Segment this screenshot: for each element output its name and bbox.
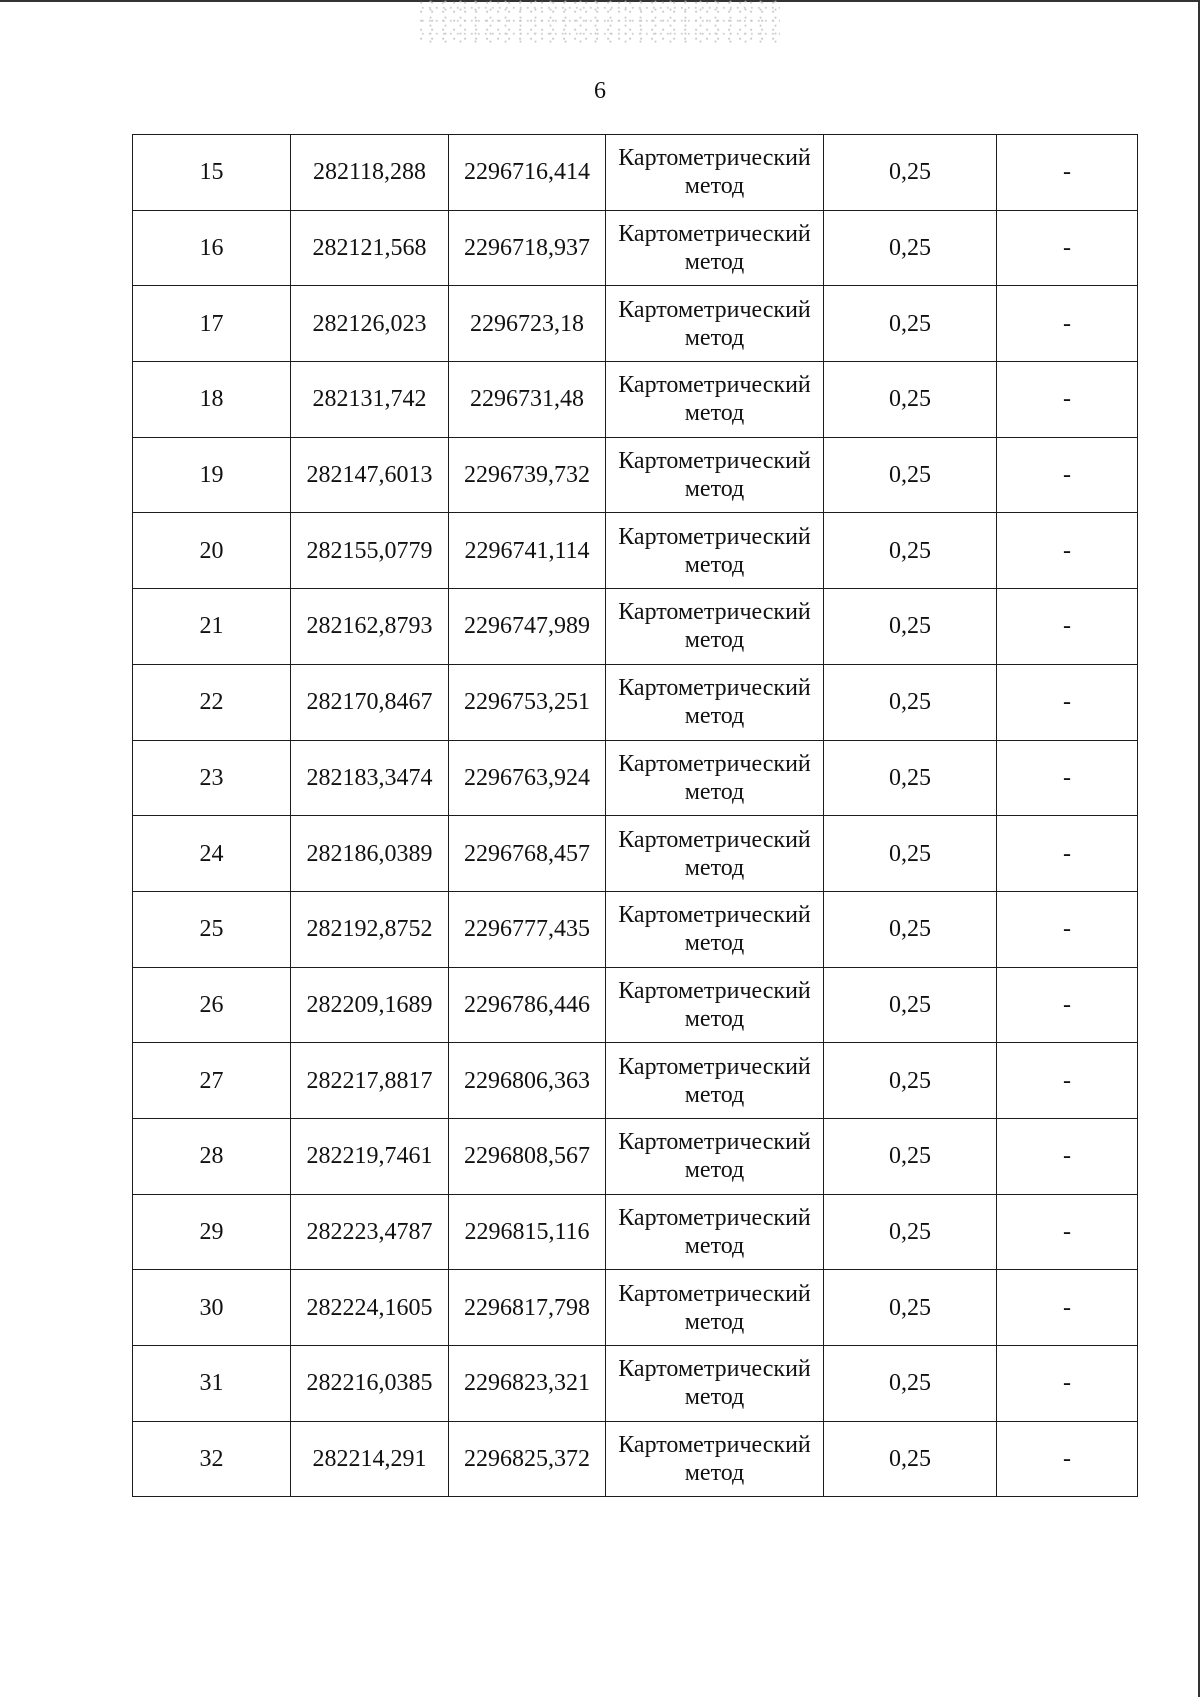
x-coordinate-cell: 282170,8467 <box>291 664 449 740</box>
accuracy-cell: 0,25 <box>824 1270 997 1346</box>
method-line-2: метод <box>684 703 745 730</box>
table-row <box>133 1270 1138 1346</box>
x-coordinate-cell: 282162,8793 <box>291 589 449 665</box>
note-cell: - <box>997 589 1138 665</box>
y-coordinate-cell: 2296753,251 <box>449 664 606 740</box>
note-cell: - <box>997 1421 1138 1497</box>
x-coordinate-cell: 282147,6013 <box>291 437 449 513</box>
method-line-1: Картометрический <box>618 977 811 1004</box>
y-coordinate-cell: 2296825,372 <box>449 1421 606 1497</box>
method-line-2: метод <box>684 1157 745 1184</box>
method-line-2: метод <box>684 854 745 881</box>
x-coordinate-cell: 282223,4787 <box>291 1194 449 1270</box>
table-row <box>133 286 1138 362</box>
method-line-1: Картометрический <box>618 1053 811 1080</box>
y-coordinate-cell: 2296718,937 <box>449 210 606 286</box>
x-coordinate-cell: 282155,0779 <box>291 513 449 589</box>
point-number-cell: 30 <box>133 1270 291 1346</box>
note-cell: - <box>997 513 1138 589</box>
y-coordinate-cell: 2296741,114 <box>449 513 606 589</box>
note-cell: - <box>997 437 1138 513</box>
method-cell <box>606 286 824 362</box>
x-coordinate-cell: 282214,291 <box>291 1421 449 1497</box>
note-cell: - <box>997 362 1138 438</box>
point-number-cell: 19 <box>133 437 291 513</box>
table-row <box>133 740 1138 816</box>
table-row <box>133 1194 1138 1270</box>
method-line-1: Картометрический <box>618 296 811 323</box>
accuracy-cell: 0,25 <box>824 362 997 438</box>
method-cell <box>606 1270 824 1346</box>
note-cell: - <box>997 664 1138 740</box>
scan-stamp-residue <box>420 0 780 44</box>
x-coordinate-cell: 282126,023 <box>291 286 449 362</box>
note-cell: - <box>997 1194 1138 1270</box>
y-coordinate-cell: 2296815,116 <box>449 1194 606 1270</box>
method-cell <box>606 1043 824 1119</box>
method-line-1: Картометрический <box>618 599 811 626</box>
table-row <box>133 967 1138 1043</box>
point-number-cell: 26 <box>133 967 291 1043</box>
point-number-cell: 29 <box>133 1194 291 1270</box>
method-line-1: Картометрический <box>618 1129 811 1156</box>
method-cell <box>606 437 824 513</box>
y-coordinate-cell: 2296768,457 <box>449 816 606 892</box>
y-coordinate-cell: 2296823,321 <box>449 1346 606 1422</box>
method-line-1: Картометрический <box>618 1204 811 1231</box>
x-coordinate-cell: 282217,8817 <box>291 1043 449 1119</box>
method-cell <box>606 210 824 286</box>
y-coordinate-cell: 2296716,414 <box>449 135 606 211</box>
table-row <box>133 210 1138 286</box>
x-coordinate-cell: 282216,0385 <box>291 1346 449 1422</box>
method-line-2: метод <box>684 1005 745 1032</box>
note-cell: - <box>997 891 1138 967</box>
y-coordinate-cell: 2296731,48 <box>449 362 606 438</box>
method-line-1: Картометрический <box>618 750 811 777</box>
accuracy-cell: 0,25 <box>824 1043 997 1119</box>
table-row <box>133 362 1138 438</box>
method-cell <box>606 513 824 589</box>
table-row <box>133 891 1138 967</box>
method-cell <box>606 891 824 967</box>
method-line-2: метод <box>684 930 745 957</box>
x-coordinate-cell: 282219,7461 <box>291 1118 449 1194</box>
method-line-2: метод <box>684 1081 745 1108</box>
note-cell: - <box>997 1118 1138 1194</box>
x-coordinate-cell: 282121,568 <box>291 210 449 286</box>
method-cell <box>606 1194 824 1270</box>
accuracy-cell: 0,25 <box>824 210 997 286</box>
accuracy-cell: 0,25 <box>824 1194 997 1270</box>
accuracy-cell: 0,25 <box>824 286 997 362</box>
method-line-1: Картометрический <box>618 448 811 475</box>
x-coordinate-cell: 282131,742 <box>291 362 449 438</box>
method-line-1: Картометрический <box>618 902 811 929</box>
accuracy-cell: 0,25 <box>824 513 997 589</box>
method-line-1: Картометрический <box>618 1280 811 1307</box>
point-number-cell: 31 <box>133 1346 291 1422</box>
method-line-1: Картометрический <box>618 221 811 248</box>
accuracy-cell: 0,25 <box>824 1346 997 1422</box>
point-number-cell: 24 <box>133 816 291 892</box>
point-number-cell: 18 <box>133 362 291 438</box>
method-line-1: Картометрический <box>618 1432 811 1459</box>
accuracy-cell: 0,25 <box>824 967 997 1043</box>
accuracy-cell: 0,25 <box>824 589 997 665</box>
point-number-cell: 20 <box>133 513 291 589</box>
method-line-2: метод <box>684 173 745 200</box>
method-line-1: Картометрический <box>618 1356 811 1383</box>
method-cell <box>606 967 824 1043</box>
point-number-cell: 28 <box>133 1118 291 1194</box>
y-coordinate-cell: 2296777,435 <box>449 891 606 967</box>
method-line-1: Картометрический <box>618 826 811 853</box>
accuracy-cell: 0,25 <box>824 664 997 740</box>
y-coordinate-cell: 2296786,446 <box>449 967 606 1043</box>
note-cell: - <box>997 1043 1138 1119</box>
method-cell <box>606 362 824 438</box>
method-line-2: метод <box>684 778 745 805</box>
note-cell: - <box>997 816 1138 892</box>
table-row <box>133 1118 1138 1194</box>
x-coordinate-cell: 282186,0389 <box>291 816 449 892</box>
method-cell <box>606 1421 824 1497</box>
point-number-cell: 23 <box>133 740 291 816</box>
method-line-2: метод <box>684 324 745 351</box>
method-line-1: Картометрический <box>618 372 811 399</box>
accuracy-cell: 0,25 <box>824 1118 997 1194</box>
method-line-1: Картометрический <box>618 523 811 550</box>
accuracy-cell: 0,25 <box>824 437 997 513</box>
accuracy-cell: 0,25 <box>824 891 997 967</box>
y-coordinate-cell: 2296739,732 <box>449 437 606 513</box>
table-row <box>133 135 1138 211</box>
method-cell <box>606 740 824 816</box>
note-cell: - <box>997 740 1138 816</box>
coordinates-table <box>132 134 1138 1497</box>
x-coordinate-cell: 282118,288 <box>291 135 449 211</box>
y-coordinate-cell: 2296723,18 <box>449 286 606 362</box>
note-cell: - <box>997 967 1138 1043</box>
method-line-2: метод <box>684 551 745 578</box>
table-row <box>133 664 1138 740</box>
x-coordinate-cell: 282209,1689 <box>291 967 449 1043</box>
point-number-cell: 16 <box>133 210 291 286</box>
method-line-2: метод <box>684 1460 745 1487</box>
method-line-2: метод <box>684 627 745 654</box>
method-line-2: метод <box>684 476 745 503</box>
coordinates-table-body <box>133 135 1138 1497</box>
y-coordinate-cell: 2296817,798 <box>449 1270 606 1346</box>
x-coordinate-cell: 282183,3474 <box>291 740 449 816</box>
method-cell <box>606 816 824 892</box>
point-number-cell: 17 <box>133 286 291 362</box>
method-cell <box>606 135 824 211</box>
point-number-cell: 22 <box>133 664 291 740</box>
table-row <box>133 1043 1138 1119</box>
x-coordinate-cell: 282224,1605 <box>291 1270 449 1346</box>
method-line-2: метод <box>684 1232 745 1259</box>
table-row <box>133 1421 1138 1497</box>
method-line-1: Картометрический <box>618 145 811 172</box>
method-line-1: Картометрический <box>618 675 811 702</box>
page-number: 6 <box>594 78 606 104</box>
accuracy-cell: 0,25 <box>824 816 997 892</box>
table-row <box>133 1346 1138 1422</box>
table-row <box>133 437 1138 513</box>
x-coordinate-cell: 282192,8752 <box>291 891 449 967</box>
method-cell <box>606 1118 824 1194</box>
y-coordinate-cell: 2296763,924 <box>449 740 606 816</box>
table-row <box>133 816 1138 892</box>
method-cell <box>606 664 824 740</box>
table-row <box>133 589 1138 665</box>
note-cell: - <box>997 135 1138 211</box>
note-cell: - <box>997 286 1138 362</box>
point-number-cell: 27 <box>133 1043 291 1119</box>
method-cell <box>606 589 824 665</box>
y-coordinate-cell: 2296808,567 <box>449 1118 606 1194</box>
note-cell: - <box>997 1346 1138 1422</box>
point-number-cell: 25 <box>133 891 291 967</box>
point-number-cell: 15 <box>133 135 291 211</box>
accuracy-cell: 0,25 <box>824 1421 997 1497</box>
note-cell: - <box>997 210 1138 286</box>
table-row <box>133 513 1138 589</box>
y-coordinate-cell: 2296806,363 <box>449 1043 606 1119</box>
method-line-2: метод <box>684 400 745 427</box>
accuracy-cell: 0,25 <box>824 135 997 211</box>
y-coordinate-cell: 2296747,989 <box>449 589 606 665</box>
method-cell <box>606 1346 824 1422</box>
accuracy-cell: 0,25 <box>824 740 997 816</box>
note-cell: - <box>997 1270 1138 1346</box>
method-line-2: метод <box>684 249 745 276</box>
point-number-cell: 21 <box>133 589 291 665</box>
method-line-2: метод <box>684 1308 745 1335</box>
method-line-2: метод <box>684 1384 745 1411</box>
point-number-cell: 32 <box>133 1421 291 1497</box>
